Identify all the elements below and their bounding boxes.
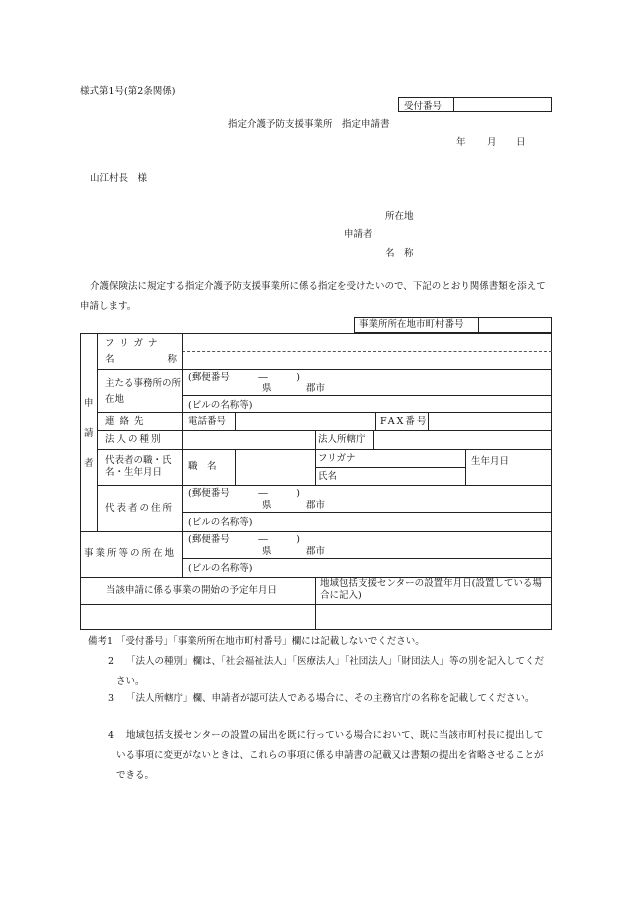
office-county: 郡市 bbox=[306, 546, 326, 557]
corp-type-label: 法人の種別 bbox=[105, 434, 163, 445]
rep-furigana-label: フリガナ bbox=[318, 453, 356, 464]
form-number: 様式第1号(第2条関係) bbox=[80, 86, 176, 97]
date-month: 月 bbox=[487, 137, 497, 148]
document-title: 指定介護予防支援事業所 指定申請書 bbox=[228, 119, 390, 130]
rep-county: 郡市 bbox=[306, 500, 326, 511]
applicant-address-label: 所在地 bbox=[385, 211, 414, 222]
office-address-label: 事業所等の所在地 bbox=[84, 548, 177, 559]
addressee: 山江村長 様 bbox=[90, 173, 148, 184]
rep-building: (ビルの名称等) bbox=[188, 517, 253, 528]
note-1-num: 備考1 bbox=[88, 636, 114, 647]
rep-address-label: 代表者の住所 bbox=[105, 503, 175, 514]
main-office-pref: 県 bbox=[262, 383, 272, 394]
applicant-side-char-2: 請 bbox=[84, 428, 94, 439]
note-3-num: 3 bbox=[108, 693, 115, 704]
contact-label: 連絡先 bbox=[105, 416, 149, 427]
main-office-postal: (郵便番号 ― ) bbox=[188, 372, 300, 383]
main-office-county: 郡市 bbox=[306, 383, 326, 394]
main-office-address-label: 主たる事務所の所在地 bbox=[105, 378, 182, 405]
corp-authority-label: 法人所轄庁 bbox=[318, 434, 366, 445]
note-4-num: 4 bbox=[108, 730, 115, 741]
date-day: 日 bbox=[516, 137, 526, 148]
note-3-text: 「法人所轄庁」欄、申請者が認可法人である場合に、その主務官庁の名称を記載してください。 bbox=[126, 693, 535, 704]
fax-label: FAX番号 bbox=[380, 416, 429, 427]
main-office-building: (ビルの名称等) bbox=[188, 400, 253, 411]
applicant-side-char-3: 者 bbox=[84, 458, 94, 469]
rep-postal: (郵便番号 ― ) bbox=[188, 488, 300, 499]
phone-label: 電話番号 bbox=[188, 416, 227, 427]
office-code-label: 事業所所在地市町村番号 bbox=[359, 319, 464, 330]
rep-title-name-label: 代表者の職・氏名・生年月日 bbox=[105, 455, 172, 478]
rep-pref: 県 bbox=[262, 500, 272, 511]
position-label: 職 名 bbox=[188, 461, 217, 472]
applicant-side-char-1: 申 bbox=[84, 398, 94, 409]
rep-name-label: 氏名 bbox=[318, 471, 338, 482]
intro-text: 介護保険法に規定する指定介護予防支援事業所に係る指定を受けたいので、下記のとおり関係書類を添えて申請します。 bbox=[80, 281, 546, 312]
office-pref: 県 bbox=[262, 546, 272, 557]
note-2-text: 「法人の種別」欄は、「社会福祉法人」「医療法人」「社団法人」「財団法人」等の別を記入してください。 bbox=[116, 656, 545, 687]
note-2-num: 2 bbox=[108, 656, 115, 667]
note-1-text: 「受付番号」「事業所所在地市町村番号」欄には記載しないでください。 bbox=[116, 636, 425, 647]
date-year: 年 bbox=[456, 137, 466, 148]
center-date-label: 地域包括支援センターの設置年月日(設置している場合に記入) bbox=[320, 578, 542, 601]
applicant-label: 申請者 bbox=[344, 229, 373, 240]
name-label: 名 称 bbox=[105, 354, 177, 365]
note-4-text: 地域包括支援センターの設置の届出を既に行っている場合において、既に当該市町村長に提出している事項に変更がないときは、これらの事項に係る申請書の記載又は書類の提出を省略させることができる。 bbox=[116, 730, 544, 781]
office-postal: (郵便番号 ― ) bbox=[188, 534, 300, 545]
furigana-label: フリガナ bbox=[105, 338, 163, 349]
office-building: (ビルの名称等) bbox=[188, 563, 253, 574]
applicant-name-label: 名 称 bbox=[385, 248, 414, 259]
birthdate-label: 生年月日 bbox=[471, 456, 510, 467]
receipt-number-label: 受付番号 bbox=[404, 101, 443, 112]
start-date-label: 当該申請に係る事業の開始の予定年月日 bbox=[106, 585, 278, 596]
